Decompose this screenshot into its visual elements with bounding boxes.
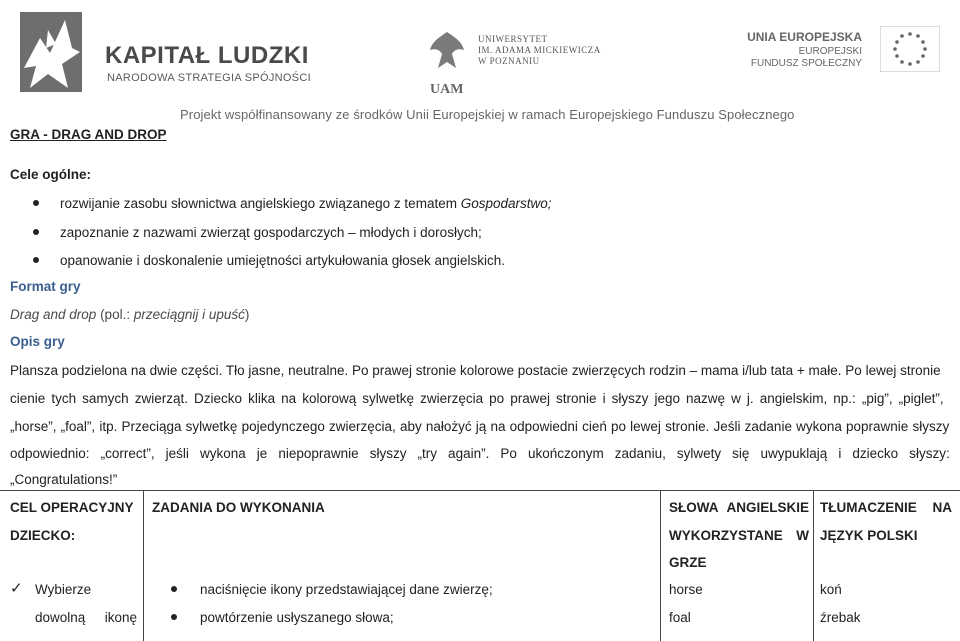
- uam-wordmark: UAM: [430, 82, 464, 97]
- table-cell-word-pl: koń: [820, 582, 842, 597]
- table-cell-task: naciśnięcie ikony przedstawiającej dane zwierzę;: [200, 582, 493, 597]
- table-cell-word-pl: źrebak: [820, 610, 861, 625]
- goals-heading: Cele ogólne:: [10, 167, 92, 182]
- format-heading: Format gry: [10, 279, 81, 294]
- table-header-words: SŁOWA ANGIELSKIE: [669, 500, 809, 515]
- table-top-border: [0, 490, 960, 491]
- eagle-crest-icon: [428, 28, 466, 82]
- eu-stars-flag-icon: [880, 26, 940, 72]
- table-header-words: GRZE: [669, 555, 707, 570]
- document-title: GRA - DRAG AND DROP: [10, 127, 167, 142]
- bullet-icon: [33, 200, 39, 206]
- table-column-divider: [143, 490, 144, 641]
- uam-line-3: W POZNANIU: [478, 56, 540, 66]
- table-header-tasks: ZADANIA DO WYKONANIA: [152, 500, 325, 515]
- kapital-ludzki-title: KAPITAŁ LUDZKI: [105, 42, 309, 69]
- table-cell-task: powtórzenie usłyszanego słowa;: [200, 610, 394, 625]
- uam-line-2: IM. ADAMA MICKIEWICZA: [478, 45, 601, 55]
- bullet-icon: [33, 229, 39, 235]
- format-emphasis: Drag and drop: [10, 307, 97, 322]
- goal-text: zapoznanie z nazwami zwierząt gospodarczych – młodych i dorosłych;: [60, 225, 482, 240]
- kapital-ludzki-star-icon: [10, 8, 90, 96]
- format-line: [10, 308, 249, 322]
- bullet-icon: [171, 586, 177, 592]
- goal-item: [60, 196, 552, 211]
- table-header-words: WYKORZYSTANE W: [669, 528, 809, 543]
- table-column-divider: [660, 490, 661, 641]
- description-line: odpowiednio: „correct”, jeśli wykona je niepoprawnie słyszy „try again”. Po ukończonym zadaniu, sylwety się uwypuklają i dziecko słyszy:: [10, 446, 950, 461]
- eu-line-3: FUNDUSZ SPOŁECZNY: [750, 58, 862, 69]
- description-line: cienie tych samych zwierząt. Dziecko klika na kolorową sylwetkę zwierzęcia po prawej stronie i słyszy jego nazwę w j. angielskim, np.: „pig”, „piglet”,: [10, 391, 944, 406]
- eu-line-2: EUROPEJSKI: [798, 46, 862, 57]
- format-text: ): [244, 307, 250, 322]
- table-header-translation: JĘZYK POLSKI: [820, 528, 918, 543]
- kapital-ludzki-logo: [10, 8, 311, 100]
- eu-line-1: UNIA EUROPEJSKA: [747, 30, 862, 44]
- table-cell-goal: dowolną ikonę: [35, 610, 137, 625]
- checkmark-icon: ✓: [10, 580, 23, 597]
- description-heading: Opis gry: [10, 334, 65, 349]
- format-text: (pol.:: [96, 307, 134, 322]
- uam-line-1: UNIWERSYTET: [478, 34, 548, 44]
- project-cofinancing-text: Projekt współfinansowany ze środków Unii Europejskiej w ramach Europejskiego Funduszu Społecznego: [180, 107, 795, 122]
- goal-item: [60, 253, 505, 268]
- description-line: Plansza podzielona na dwie części. Tło jasne, neutralne. Po prawej stronie kolorowe postacie zwierzęcych rodzin – mama i/lub tata + małe. Po lewej stronie: [10, 363, 941, 378]
- goal-text: opanowanie i doskonalenie umiejętności artykułowania głosek angielskich.: [60, 253, 506, 268]
- description-line: „Congratulations!”: [10, 472, 118, 487]
- bullet-icon: [33, 257, 39, 263]
- table-header-goal: CEL OPERACYJNY: [10, 500, 134, 515]
- description-line: „horse”, „foal”, itp. Przeciąga sylwetkę pojedynczego zwierzęcia, aby nałożyć ją na odpowiedni cień po lewej stronie. Jeśli zadanie wykona poprawnie słyszy: [10, 419, 950, 434]
- eu-logo: [747, 26, 950, 76]
- table-column-divider: [813, 490, 814, 641]
- uam-logo: [428, 28, 628, 97]
- table-cell-goal: Wybierze: [35, 582, 92, 597]
- table-header-translation: TŁUMACZENIE NA: [820, 500, 952, 515]
- goal-emphasis: Gospodarstwo;: [460, 196, 552, 211]
- table-cell-word-en: horse: [669, 582, 703, 597]
- bullet-icon: [171, 614, 177, 620]
- format-emphasis: przeciągnij i upuść: [133, 307, 245, 322]
- goal-text: rozwijanie zasobu słownictwa angielskiego związanego z tematem: [60, 196, 461, 211]
- goal-item: [60, 225, 482, 240]
- table-cell-word-en: foal: [669, 610, 691, 625]
- table-header-goal: DZIECKO:: [10, 528, 76, 543]
- kapital-ludzki-subtitle: NARODOWA STRATEGIA SPÓJNOŚCI: [107, 72, 311, 84]
